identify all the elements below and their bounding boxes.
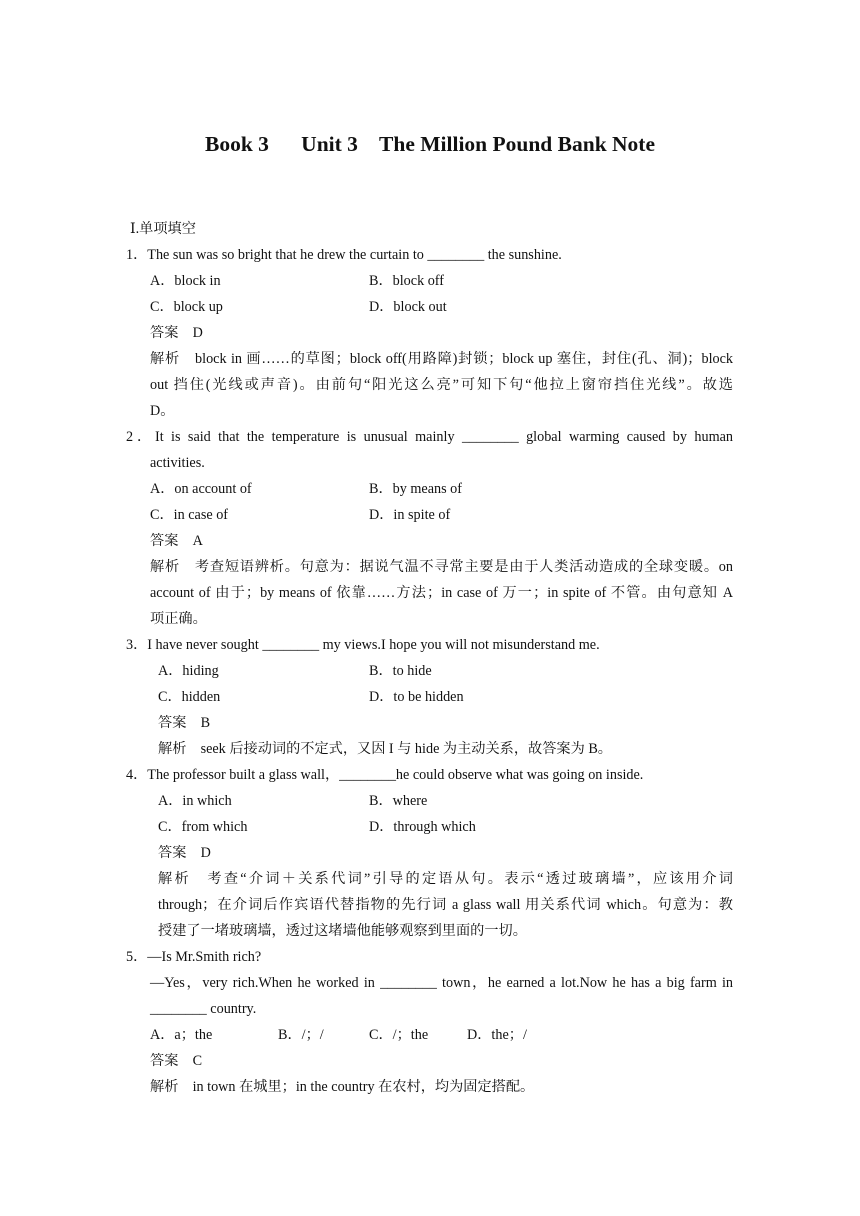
question-4-option-d: D．through which: [369, 819, 476, 835]
question-4-answer: 答案 D: [158, 845, 211, 861]
question-5-option-c: C．/；the: [369, 1027, 429, 1043]
question-1-option-c: C．block up: [150, 299, 223, 315]
question-1-option-b: B．block off: [369, 273, 445, 289]
page-title: Book 3 Unit 3 The Million Pound Bank Note: [205, 132, 655, 156]
question-5-explanation-line: 解析 in town 在城里；in the country 在农村，均为固定搭配。: [150, 1079, 535, 1095]
question-2-explanation-line: 解析 考查短语辨析。句意为：据说气温不寻常主要是由于人类活动造成的全球变暖。on: [150, 559, 733, 575]
question-5-stem-cont: —Yes，very rich.When he worked in ________ town，he earned a lot.Now he has a big farm in: [150, 975, 733, 991]
question-4-option-c: C．from which: [158, 819, 248, 835]
question-1-explanation-line: out 挡住(光线或声音)。由前句“阳光这么亮”可知下句“他拉上窗帘挡住光线”。故选: [150, 377, 733, 393]
question-5-answer: 答案 C: [150, 1053, 203, 1069]
question-1-answer: 答案 D: [150, 325, 203, 341]
question-4-stem: 4．The professor built a glass wall，________he could observe what was going on inside.: [126, 767, 644, 783]
question-1-explanation-line: 解析 block in 画……的草图；block off(用路障)封锁；block up 塞住，封住(孔、洞)；block: [150, 351, 733, 367]
question-5-option-b: B．/；/: [278, 1027, 324, 1043]
question-4-explanation-line: 解析 考查“介词＋关系代词”引导的定语从句。表示“透过玻璃墙”，应该用介词: [158, 871, 733, 887]
question-2-option-b: B．by means of: [369, 481, 462, 497]
question-2-option-d: D．in spite of: [369, 507, 451, 523]
question-4-explanation-line: through；在介词后作宾语代替指物的先行词 a glass wall 用关系代词 which。句意为：教: [158, 897, 733, 913]
question-1-option-a: A．block in: [150, 273, 221, 289]
question-1-option-d: D．block out: [369, 299, 447, 315]
question-2-explanation-line: account of 由于；by means of 依靠……方法；in case of 万一；in spite of 不管。由句意知 A: [150, 585, 733, 601]
section-heading: Ⅰ.单项填空: [130, 221, 196, 237]
question-2-answer: 答案 A: [150, 533, 203, 549]
question-2-option-c: C．in case of: [150, 507, 229, 523]
question-2-option-a: A．on account of: [150, 481, 252, 497]
question-3-answer: 答案 B: [158, 715, 211, 731]
question-5-option-d: D．the；/: [467, 1027, 527, 1043]
question-4-option-a: A．in which: [158, 793, 232, 809]
question-5-stem-cont: ________ country.: [150, 1001, 257, 1017]
question-3-option-a: A．hiding: [158, 663, 219, 679]
question-4-explanation-line: 授建了一堵玻璃墙，透过这堵墙他能够观察到里面的一切。: [158, 923, 527, 939]
question-3-explanation-line: 解析 seek 后接动词的不定式，又因 I 与 hide 为主动关系，故答案为 B。: [158, 741, 612, 757]
question-3-option-c: C．hidden: [158, 689, 221, 705]
question-2-explanation-line: 项正确。: [150, 611, 207, 627]
question-3-option-d: D．to be hidden: [369, 689, 464, 705]
question-1-stem: 1．The sun was so bright that he drew the curtain to ________ the sunshine.: [126, 247, 562, 263]
question-2-stem: 2．It is said that the temperature is unusual mainly ________ global warming caused by human: [126, 429, 733, 445]
question-2-stem-cont: activities.: [150, 455, 205, 471]
question-1-explanation-line: D。: [150, 403, 175, 419]
question-5-option-a: A．a；the: [150, 1027, 213, 1043]
question-4-option-b: B．where: [369, 793, 428, 809]
question-5-stem: 5．—Is Mr.Smith rich?: [126, 949, 262, 965]
question-3-stem: 3．I have never sought ________ my views.I hope you will not misunderstand me.: [126, 637, 600, 653]
question-3-option-b: B．to hide: [369, 663, 432, 679]
